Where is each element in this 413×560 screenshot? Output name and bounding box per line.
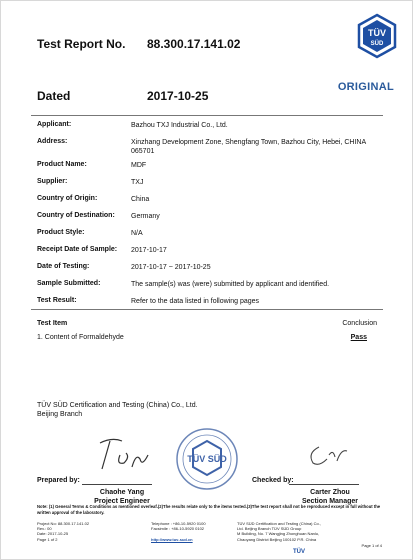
stamp-text: TÜV SÜD: [187, 454, 227, 464]
footer-brand-logo: TÜV: [293, 549, 305, 555]
field-label: Supplier:: [37, 178, 68, 185]
prepared-by-title: Project Engineer: [94, 498, 150, 505]
field-label: Country of Destination:: [37, 212, 115, 219]
website-link[interactable]: http://www.tuv-sud.cn: [151, 536, 193, 542]
test-result-badge: Pass: [350, 334, 367, 341]
signature-area: [37, 421, 387, 516]
footer-line: Project No: 88.300.17.141.02: [37, 521, 90, 526]
field-receipt-date: [37, 246, 397, 263]
test-item-header: Test Item: [37, 320, 68, 327]
field-sample-submitted: [37, 280, 397, 297]
field-country-of-origin: [37, 195, 397, 212]
footer-line: TÜV SÜD Certification and Testing (China) Co.,: [237, 521, 321, 526]
dated-value: 2017-10-25: [147, 89, 209, 103]
field-address: [37, 138, 397, 161]
logo-text-bottom: SÜD: [370, 41, 384, 47]
field-label: Test Result:: [37, 297, 77, 304]
footer-contact: [151, 521, 237, 542]
tuv-sud-logo-icon: [354, 13, 400, 59]
field-value: Germany: [131, 213, 160, 220]
prepared-by-label: Prepared by:: [37, 477, 80, 484]
field-value: The sample(s) was (were) submitted by applicant and identified.: [131, 281, 330, 288]
prepared-signature-line: [82, 484, 152, 485]
field-label: Applicant:: [37, 121, 72, 128]
prepared-by-name: Chaohe Yang: [99, 489, 145, 496]
test-item-name: 1. Content of Formaldehyde: [37, 334, 124, 341]
checked-by-name: Carter Zhou: [310, 489, 350, 496]
issuer-name: TÜV SÜD Certification and Testing (China) Co., Ltd.: [37, 402, 198, 409]
field-test-result: [37, 297, 397, 314]
field-date-of-testing: [37, 263, 397, 280]
original-stamp-text: ORIGINAL: [337, 81, 394, 93]
checked-by-label: Checked by:: [252, 477, 294, 484]
field-value: China: [131, 196, 150, 203]
test-table-header: [37, 320, 377, 327]
footer-line: Date: 2017-10-25: [37, 531, 69, 537]
field-value: N/A: [131, 230, 143, 237]
prepared-signature-icon: [92, 433, 162, 475]
field-country-of-destination: [37, 212, 397, 229]
report-note: Note: (1) General Terms & Conditions as mentioned overleaf.(2)The results relate only to the items tested.(3)The test report shall not be reproduced except in full without the written approval of the laboratory.: [37, 504, 381, 515]
divider-top: [31, 115, 383, 116]
divider-middle: [31, 309, 383, 310]
field-label: Sample Submitted:: [37, 280, 101, 287]
field-label: Product Name:: [37, 161, 87, 168]
field-label: Receipt Date of Sample:: [37, 246, 118, 253]
footer-line: M Building, No. 7 Wangjing Zhonghuan Nanlu,: [237, 531, 320, 537]
dated-row: [37, 89, 297, 103]
field-label: Date of Testing:: [37, 263, 90, 270]
field-label: Product Style:: [37, 229, 85, 236]
field-supplier: [37, 178, 397, 195]
checked-by-title: Section Manager: [301, 498, 358, 505]
footer-address: [237, 521, 357, 542]
company-stamp-icon: [175, 427, 239, 491]
footer-line: Page 1 of 2: [37, 536, 58, 542]
issuer-block: [37, 401, 198, 419]
field-value: Bazhou TXJ Industrial Co., Ltd.: [131, 122, 228, 129]
test-row: [37, 334, 377, 341]
report-number-label: Test Report No.: [37, 37, 126, 51]
field-value: 2017-10-17: [131, 247, 167, 254]
logo-text-top: TÜV: [368, 28, 386, 38]
footer-line: Rev.: 00: [37, 526, 52, 532]
checked-signature-line: [289, 484, 359, 485]
footer-line: Telephone : +86-10-5920 0100: [151, 521, 206, 526]
field-value: Xinzhang Development Zone, Shengfang Town, Bazhou City, Hebei, CHINA 065701: [131, 139, 366, 155]
footer-line: Chaoyang District Beijing 100102 P.R. China: [237, 536, 317, 542]
field-product-style: [37, 229, 397, 246]
field-product-name: [37, 161, 397, 178]
report-number: 88.300.17.141.02: [147, 37, 241, 51]
field-value: Refer to the data listed in following pages: [131, 298, 260, 305]
footer-line: Ltd. Beijing Branch TÜV SÜD Group: [237, 526, 302, 532]
footer-project-info: [37, 521, 127, 542]
field-value: MDF: [131, 162, 147, 169]
field-label: Country of Origin:: [37, 195, 98, 202]
dated-label: Dated: [37, 89, 71, 103]
field-applicant: [37, 121, 397, 138]
field-value: 2017-10-17 ~ 2017-10-25: [131, 264, 211, 271]
checked-signature-icon: [299, 435, 359, 475]
report-fields: [37, 121, 397, 314]
field-value: TXJ: [131, 179, 144, 186]
page-number: Page 1 of 4: [361, 543, 382, 548]
issuer-branch: Beijing Branch: [37, 411, 83, 418]
field-label: Address:: [37, 138, 68, 145]
conclusion-header: Conclusion: [342, 320, 377, 327]
footer-line: Facsimile : +86-10-5920 0102: [151, 526, 205, 532]
